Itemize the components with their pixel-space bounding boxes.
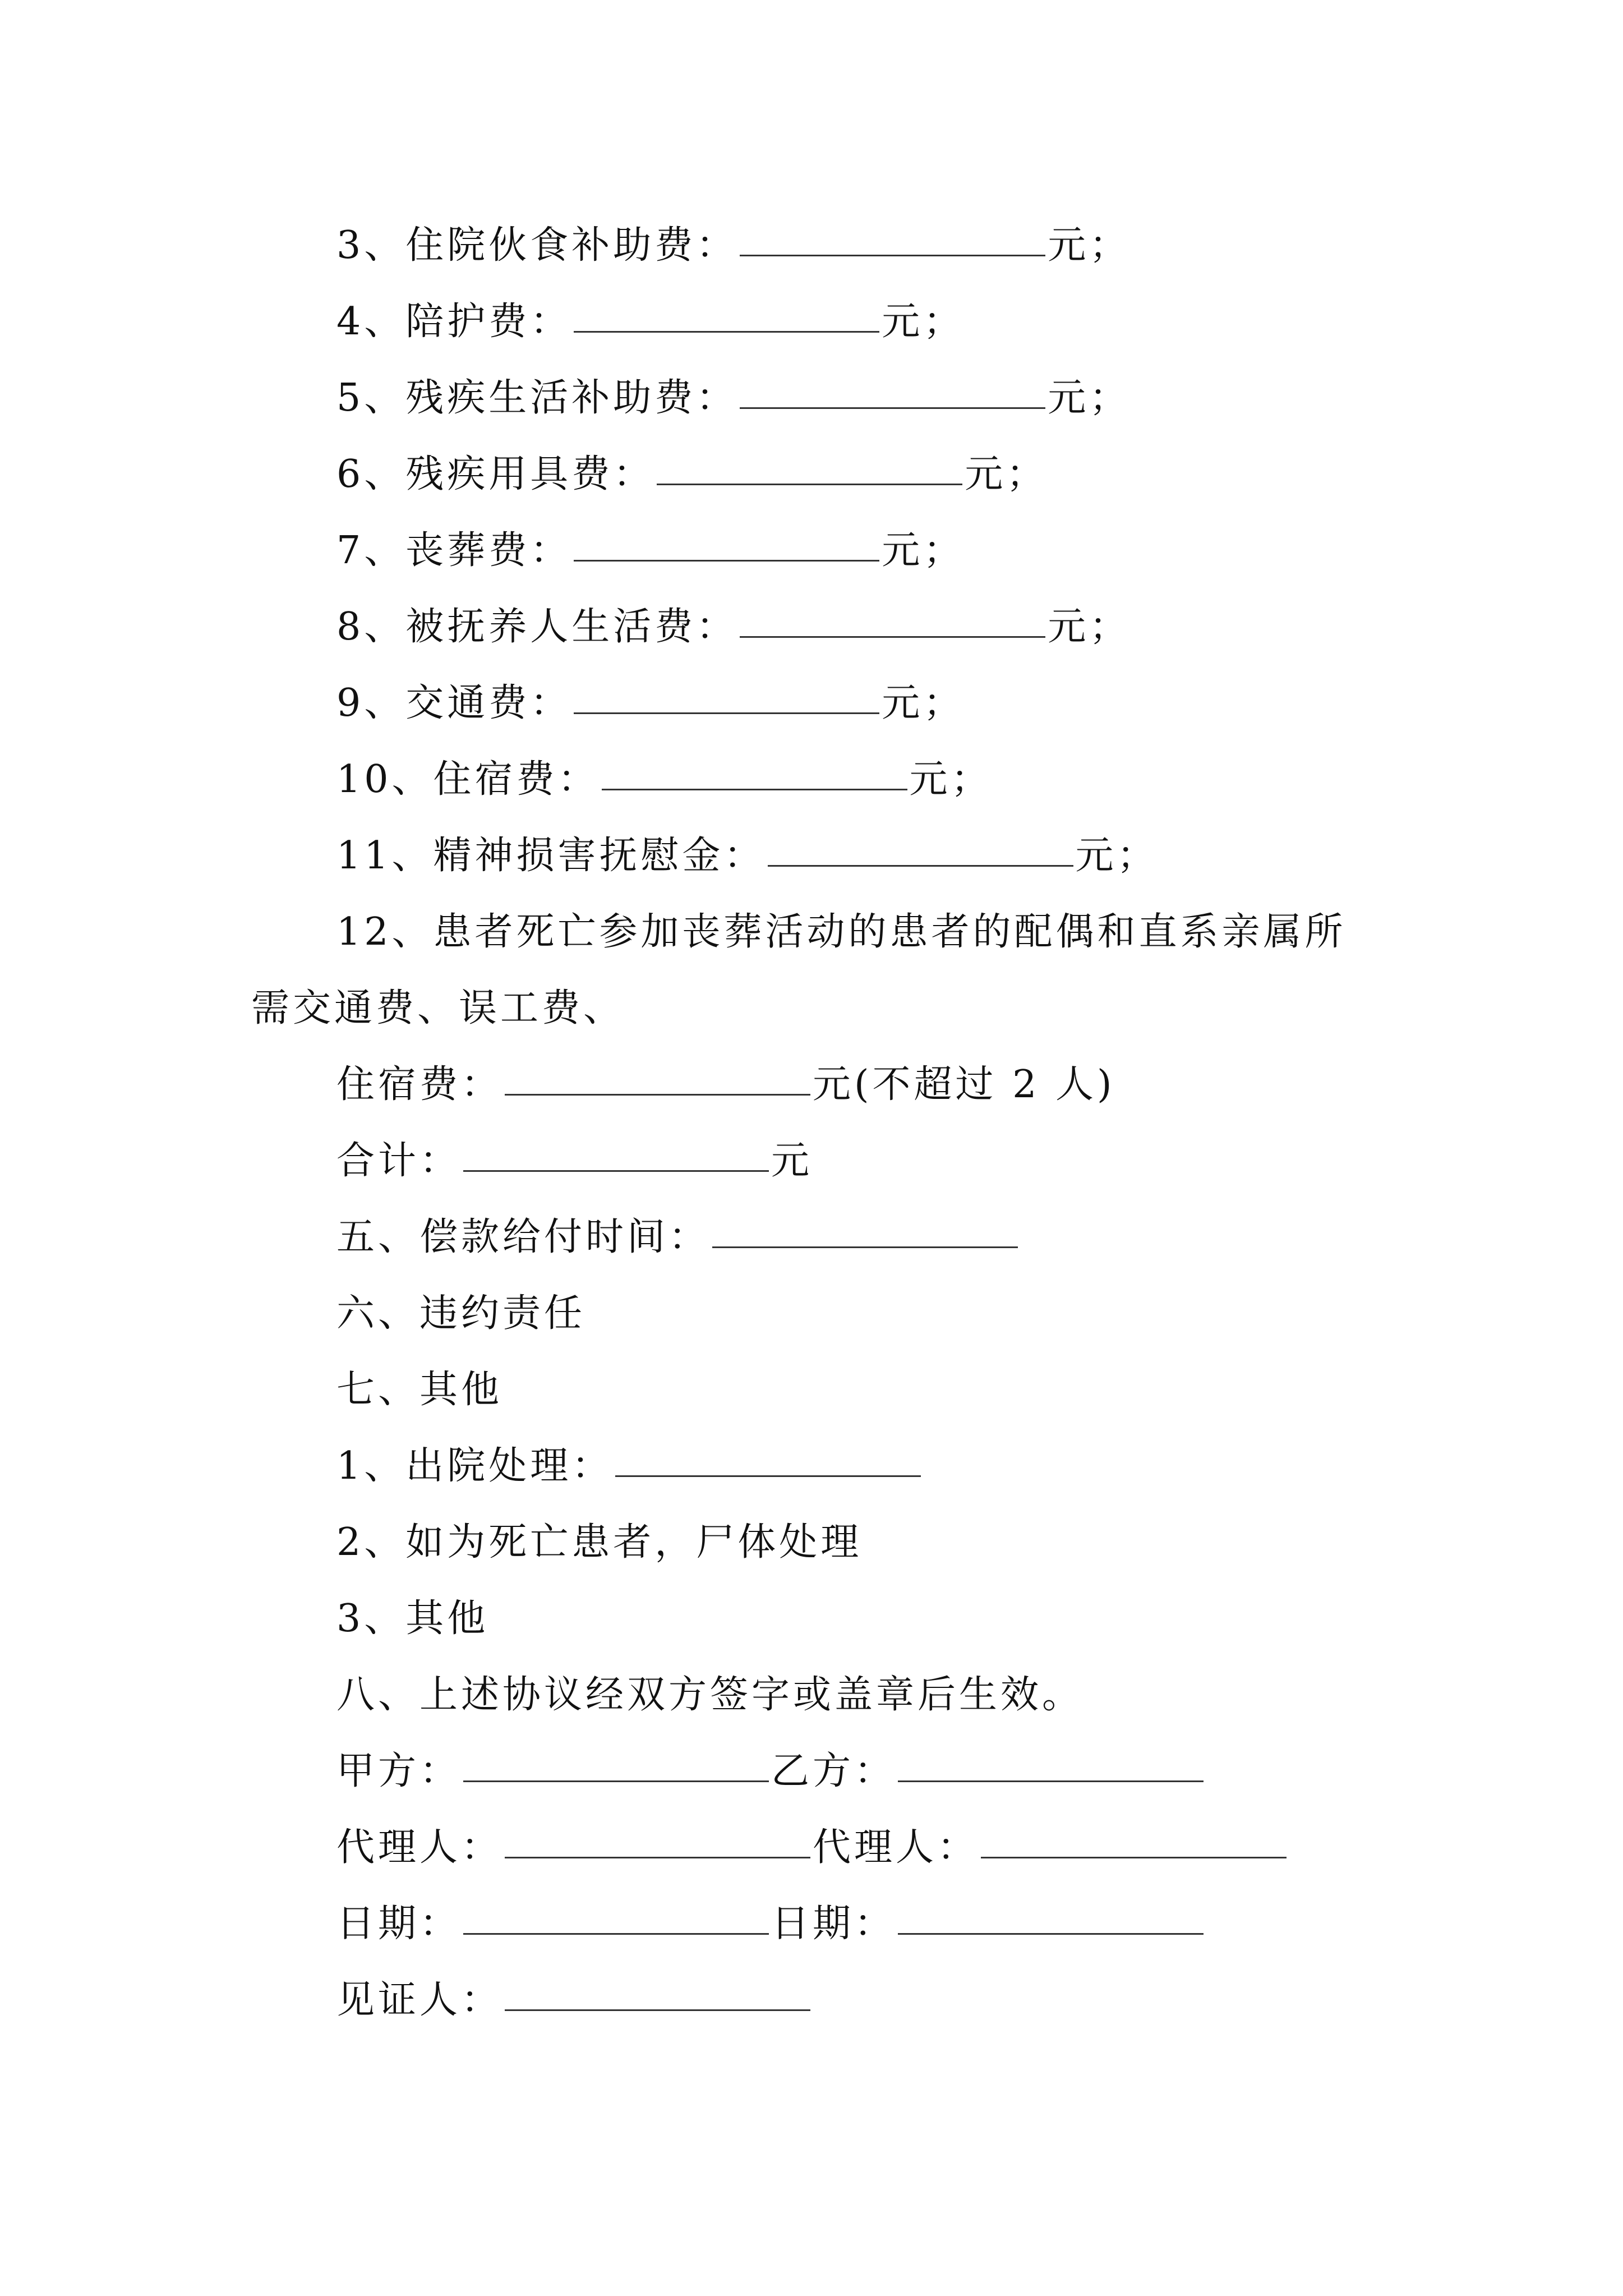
section-6 xyxy=(336,1286,585,1342)
total-line xyxy=(336,1133,813,1189)
blank-field[interactable] xyxy=(740,599,1045,638)
item-unit: 元； xyxy=(882,300,965,344)
date-a-field[interactable] xyxy=(463,1896,769,1935)
blank-field[interactable] xyxy=(602,752,907,790)
section-heading: 八、上述协议经双方签字或盖章后生效。 xyxy=(336,1673,1084,1717)
item-label: 6、残疾用具费： xyxy=(336,452,655,496)
date-b-field[interactable] xyxy=(898,1896,1204,1935)
agent-b-label: 代理人： xyxy=(813,1825,979,1870)
blank-field[interactable] xyxy=(574,675,879,714)
item-unit: 元； xyxy=(882,681,965,725)
blank-field[interactable] xyxy=(740,370,1045,409)
item-unit: 元； xyxy=(1048,223,1131,268)
item-10 xyxy=(336,752,993,808)
agent-a-field[interactable] xyxy=(505,1820,810,1858)
section-5 xyxy=(336,1209,1020,1266)
item-6 xyxy=(336,447,1048,503)
witness-field[interactable] xyxy=(505,1972,810,2011)
blank-field[interactable] xyxy=(574,523,879,562)
signature-dates xyxy=(336,1896,1206,1952)
item-9 xyxy=(336,675,965,731)
item-label: 3、住院伙食补助费： xyxy=(336,223,738,268)
witness-label: 见证人： xyxy=(336,1978,503,2022)
item-7 xyxy=(336,523,965,579)
other-1 xyxy=(336,1438,923,1494)
item-4 xyxy=(336,294,965,350)
other-2 xyxy=(336,1515,862,1571)
blank-field[interactable] xyxy=(615,1438,921,1477)
agent-b-field[interactable] xyxy=(981,1820,1287,1858)
item-label: 11、精神损害抚慰金： xyxy=(336,834,766,878)
item-12-line-2 xyxy=(251,981,625,1037)
signature-parties xyxy=(336,1743,1206,1800)
item-unit: 元； xyxy=(1075,834,1159,878)
item-12-line-3 xyxy=(336,1057,1115,1113)
item-text: 需交通费、误工费、 xyxy=(251,986,625,1030)
item-label: 9、交通费： xyxy=(336,681,572,725)
item-unit: 元； xyxy=(909,757,993,802)
blank-field[interactable] xyxy=(657,447,962,485)
item-unit: 元； xyxy=(882,528,965,573)
item-unit: 元； xyxy=(1048,376,1131,420)
section-7 xyxy=(336,1362,502,1418)
item-label: 8、被抚养人生活费： xyxy=(336,605,738,649)
item-label: 5、残疾生活补助费： xyxy=(336,376,738,420)
item-3 xyxy=(336,218,1131,274)
item-label: 住宿费： xyxy=(336,1062,503,1107)
blank-field[interactable] xyxy=(505,1057,810,1096)
item-unit: 元； xyxy=(1048,605,1131,649)
blank-field[interactable] xyxy=(574,294,879,333)
total-label: 合计： xyxy=(336,1139,462,1183)
item-12-line-1 xyxy=(336,904,1347,960)
section-8 xyxy=(336,1667,1083,1723)
section-heading: 六、违约责任 xyxy=(336,1291,586,1336)
party-a-field[interactable] xyxy=(463,1743,769,1782)
agent-a-label: 代理人： xyxy=(336,1825,503,1870)
item-label: 4、陪护费： xyxy=(336,300,572,344)
blank-field[interactable] xyxy=(740,218,1045,256)
item-label: 1、出院处理： xyxy=(336,1444,614,1488)
date-b-label: 日期： xyxy=(771,1902,896,1946)
signature-agents xyxy=(336,1820,1289,1876)
item-5 xyxy=(336,370,1131,426)
party-a-label: 甲方： xyxy=(336,1749,462,1793)
item-text: 12、患者死亡参加丧葬活动的患者的配偶和直系亲属所 xyxy=(336,910,1347,954)
item-11 xyxy=(336,828,1159,884)
total-unit: 元 xyxy=(771,1139,813,1183)
item-8 xyxy=(336,599,1131,655)
party-b-field[interactable] xyxy=(898,1743,1204,1782)
item-label: 7、丧葬费： xyxy=(336,528,572,573)
section-heading: 五、偿款给付时间： xyxy=(336,1215,711,1259)
date-a-label: 日期： xyxy=(336,1902,462,1946)
party-b-label: 乙方： xyxy=(771,1749,896,1793)
blank-field[interactable] xyxy=(768,828,1073,867)
item-unit: 元； xyxy=(965,452,1048,496)
item-text: 3、其他 xyxy=(336,1596,489,1641)
other-3 xyxy=(336,1591,488,1647)
item-label: 10、住宿费： xyxy=(336,757,600,802)
section-heading: 七、其他 xyxy=(336,1368,503,1412)
item-text: 2、如为死亡患者，尸体处理 xyxy=(336,1520,863,1565)
blank-field[interactable] xyxy=(712,1209,1018,1248)
blank-field[interactable] xyxy=(463,1133,769,1172)
item-unit: 元(不超过 2 人) xyxy=(813,1062,1115,1107)
signature-witness xyxy=(336,1972,813,2028)
